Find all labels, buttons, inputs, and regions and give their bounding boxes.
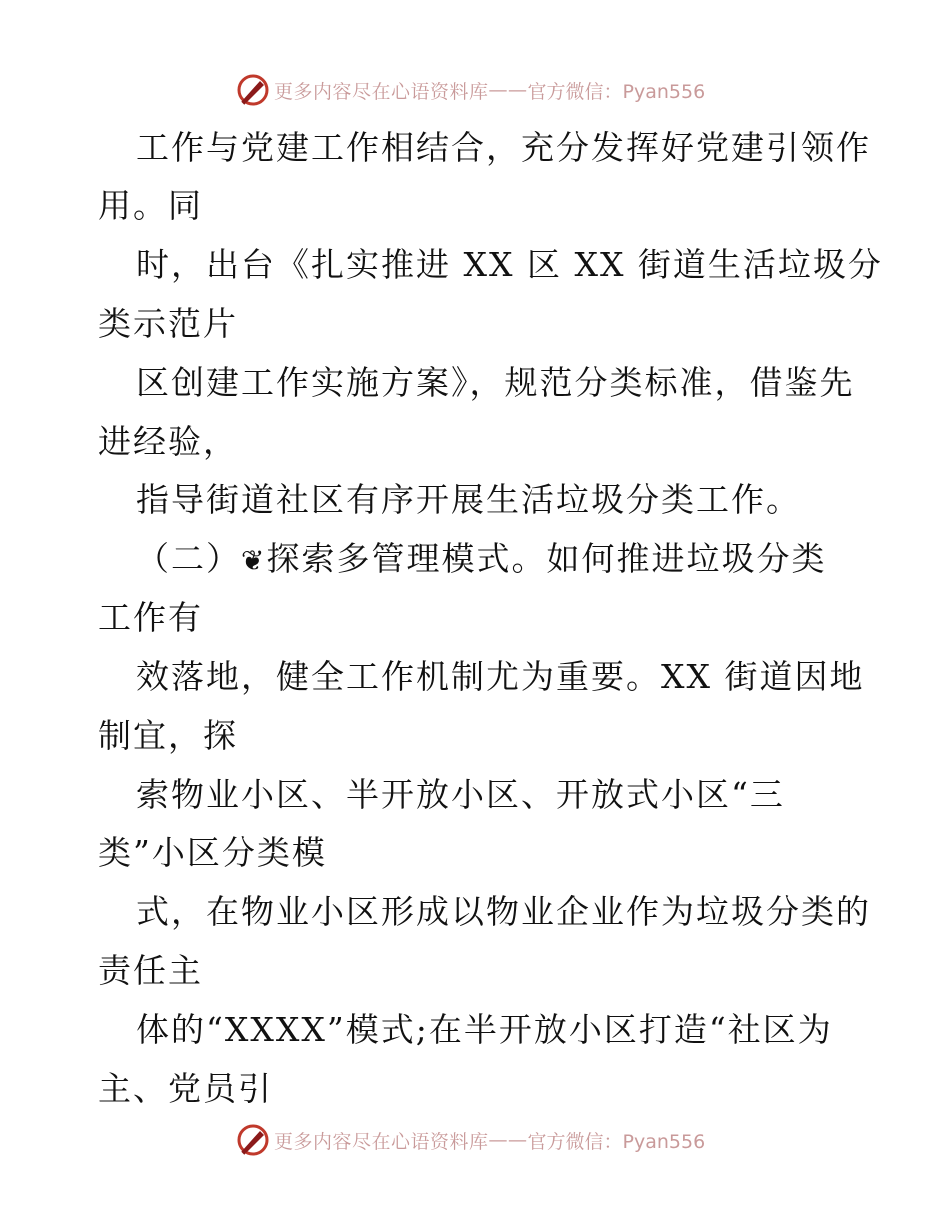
text-line: 工作有 <box>98 598 203 637</box>
text-line: 用。同 <box>98 186 203 225</box>
text-line: 责任主 <box>98 951 203 990</box>
banner-wechat: 官方微信：Pyan556 <box>527 1130 706 1153</box>
banner-wechat: 官方微信：Pyan556 <box>527 80 706 103</box>
banner-dash: —— <box>488 1129 528 1151</box>
text-line: 体的“XXXX”模式;在半开放小区打造“社区为 <box>136 1010 833 1049</box>
text-line: 进经验， <box>98 422 238 461</box>
text-line: 工作与党建工作相结合，充分发挥好党建引领作 <box>136 128 871 167</box>
section-heading-text: 探索多管理模式。如何推进垃圾分类 <box>266 539 827 578</box>
text-line: 式，在物业小区形成以物业企业作为垃圾分类的 <box>136 892 871 931</box>
pen-logo-icon <box>236 73 270 107</box>
text-line: 类”小区分类模 <box>98 833 327 872</box>
text-line: 区创建工作实施方案》，规范分类标准，借鉴先 <box>136 363 855 402</box>
text-line: 主、党员引 <box>98 1069 273 1108</box>
banner-dash: —— <box>488 79 528 101</box>
banner-title: 更多内容尽在心语资料库 <box>274 1130 489 1153</box>
text-line: 指导街道社区有序开展生活垃圾分类工作。 <box>136 480 801 519</box>
pen-logo-icon <box>236 1123 270 1157</box>
text-line: 制宜，探 <box>98 716 238 755</box>
text-line-heading <box>136 539 826 581</box>
text-line: 时，出台《扎实推进 XX 区 XX 街道生活垃圾分 <box>136 245 883 284</box>
banner-title: 更多内容尽在心语资料库 <box>274 80 489 103</box>
text-line: 索物业小区、半开放小区、开放式小区“三 <box>136 775 785 814</box>
text-line: 效落地，健全工作机制尤为重要。XX 街道因地 <box>136 657 865 696</box>
fleuron-icon: ❦ <box>241 544 267 577</box>
header-banner <box>0 70 950 110</box>
section-number: （二） <box>136 539 241 578</box>
text-line: 类示范片 <box>98 304 238 343</box>
footer-banner <box>0 1120 950 1160</box>
